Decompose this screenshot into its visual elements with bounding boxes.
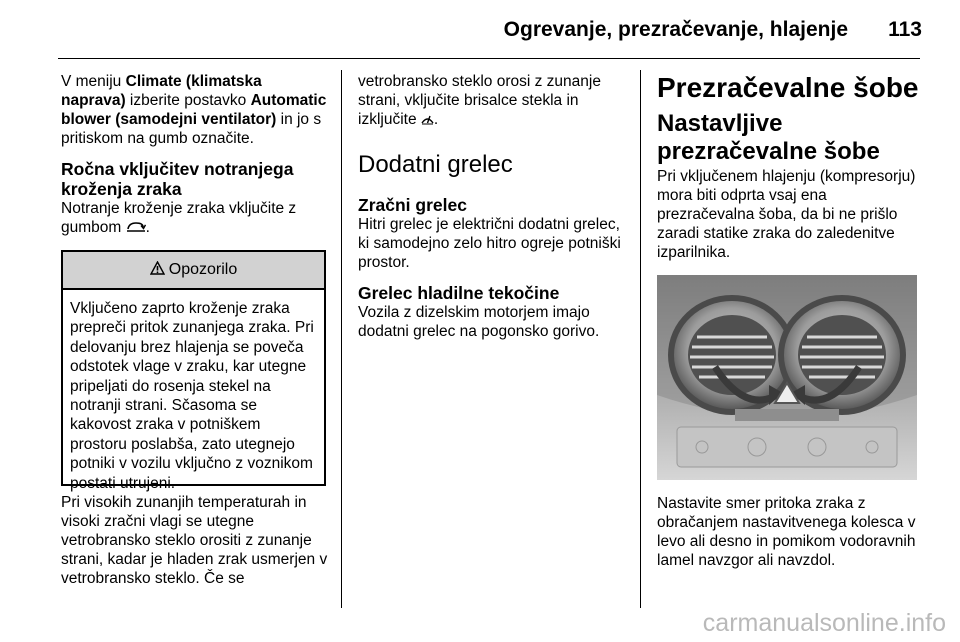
windshield-paragraph: Pri visokih zunanjih temperaturah in visoki zračni vlagi se utegne vetrobransko steklo orositi z zunanje strani, kadar je hladen zrak usmerjen v vetrobransko steklo. Če se [61, 494, 328, 587]
heading-adjustable-vents: Nastavljive prezračevalne šobe [657, 110, 880, 165]
recirculation-paragraph: Notranje kroženje zraka vključite z gumbom . [61, 200, 297, 236]
warning-box [61, 250, 326, 492]
wiper-paragraph: vetrobransko steklo orosi z zunanje strani, vključite brisalce stekla in izključite . [358, 73, 601, 128]
vent-direction-paragraph: Nastavite smer pritoka zraka z obračanjem nastavitvenega kolesca v levo ali desno in pomikom vodoravnih lamel navzgor ali navzdol. [657, 495, 916, 569]
column-3-bottom [657, 494, 922, 570]
heading-air-vents: Prezračevalne šobe [657, 72, 919, 103]
heading-coolant-heater: Grelec hladilne tekočine [358, 283, 560, 303]
intro-segment: Automatic blower (samodejni ventilator) [61, 92, 327, 128]
coolant-heater-paragraph: Vozila z dizelskim motorjem imajo dodatni grelec na pogonsko gorivo. [358, 304, 600, 340]
page-header [0, 0, 960, 60]
page-number: 113 [888, 18, 922, 41]
column-3 [657, 72, 922, 262]
intro-paragraph [61, 72, 329, 148]
air-heater-paragraph: Hitri grelec je električni dodatni grelec, ki samodejno zelo hitro ogreje potniški prostor. [358, 216, 621, 271]
header-title: Ogrevanje, prezračevanje, hlajenje [503, 18, 848, 41]
column-2 [358, 72, 630, 341]
column-1 [61, 72, 329, 237]
warning-title: Opozorilo [168, 261, 238, 278]
vents-paragraph: Pri vključenem hlajenju (kompresorju) mora biti odprta vsaj ena prezračevalna šoba, da bi ne prišlo zaradi statike zraka do zaledenitve izparilnika. [657, 168, 916, 261]
heading-auxiliary-heater: Dodatni grelec [358, 151, 513, 178]
wiper-icon [421, 111, 434, 128]
intro-segment: izberite postavko [125, 92, 251, 109]
warning-header [63, 252, 324, 290]
column-divider-2 [640, 70, 641, 608]
watermark: carmanualsonline.info [702, 609, 946, 637]
air-vents-photo [657, 275, 917, 480]
header-rule [58, 58, 920, 59]
heading-air-heater: Zračni grelec [358, 195, 467, 215]
intro-segment: V meniju [61, 73, 126, 90]
heading-manual-recirculation: Ročna vključitev notranjega kroženja zraka [61, 159, 294, 199]
intro-segment: Climate (klimatska naprava) [61, 73, 262, 109]
intro-segment: in jo s pritiskom na gumb označite. [61, 111, 322, 147]
warning-triangle-icon [150, 260, 165, 280]
recirculation-icon [126, 219, 146, 236]
column-divider-1 [341, 70, 342, 608]
column-1-bottom [61, 493, 329, 588]
warning-body: Vključeno zaprto kroženje zraka prepreči pritok zunanjega zraka. Pri delovanju brez hlajenja se poveča odstotek vlage v zraku, kar utegne pripeljati do rosenja stekel na notranji strani. Sčasoma se kakovost zraka v potniškem prostoru poslabša, zato utegnejo potniki v vozilu vključno z voznikom postati utrujeni. [70, 300, 314, 492]
